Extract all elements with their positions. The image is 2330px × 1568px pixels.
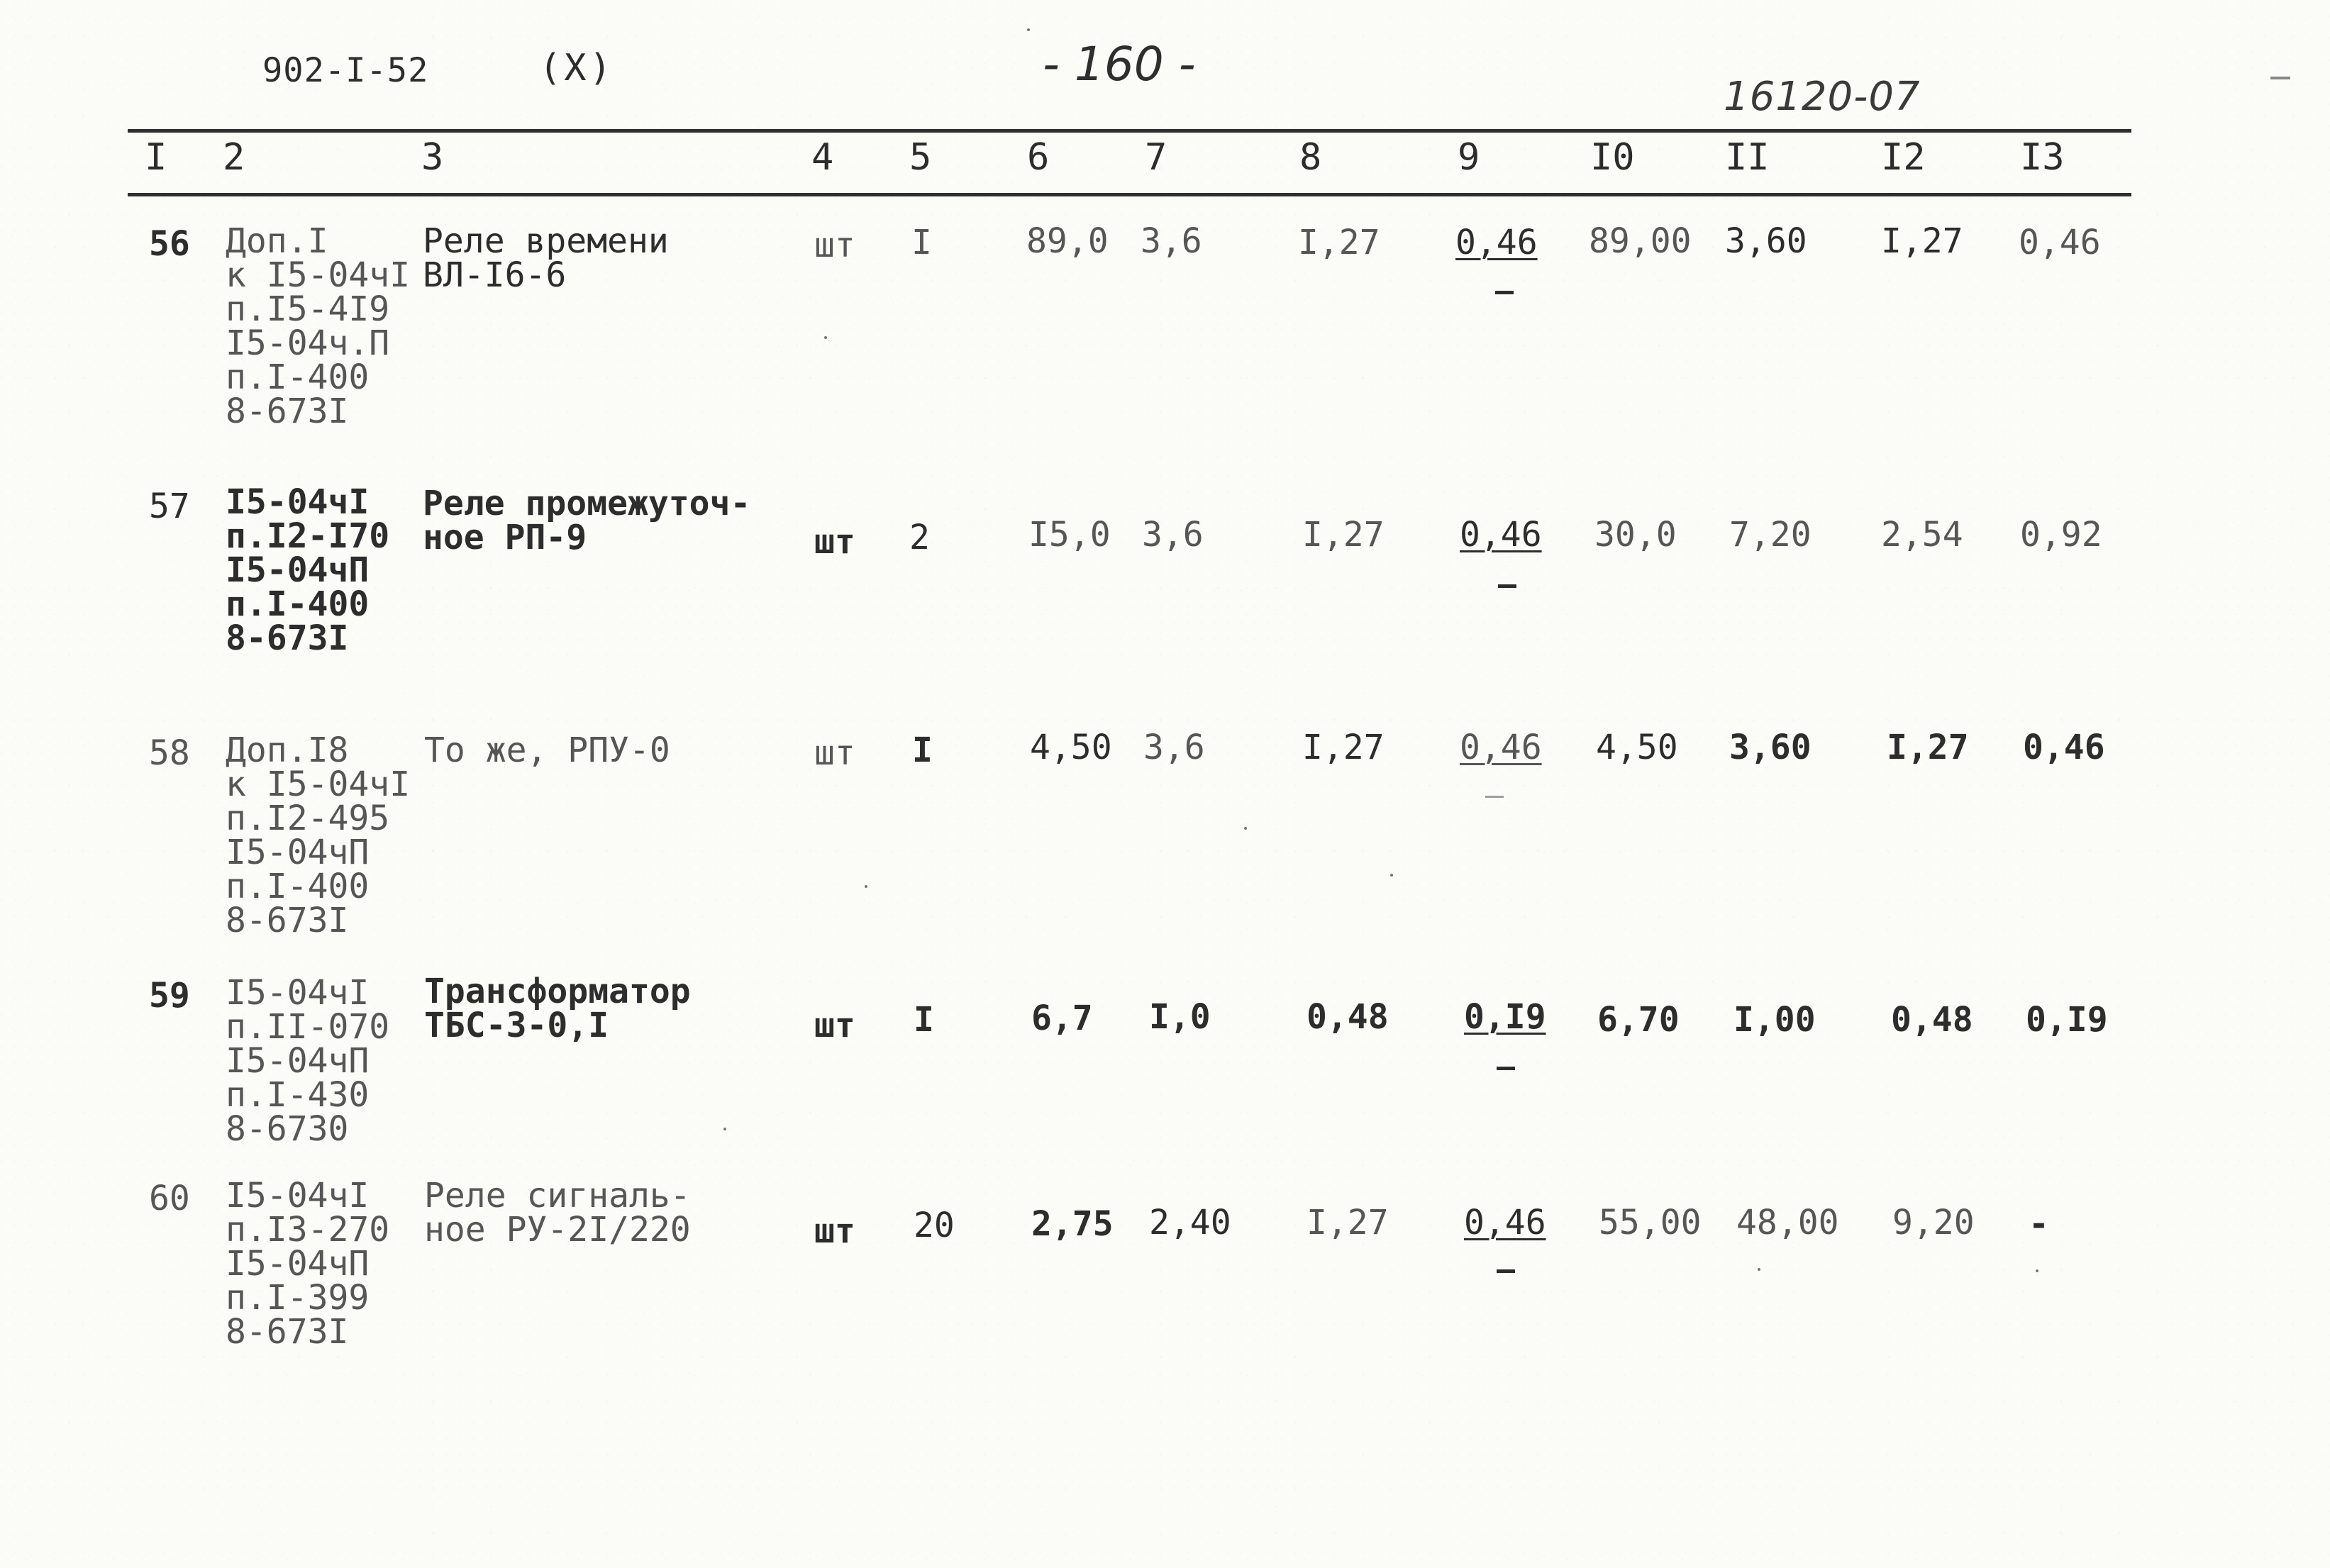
col13-cell: 0,46	[2019, 223, 2101, 262]
col8-cell: I,27	[1302, 728, 1385, 767]
col13-cell: 0,92	[2020, 515, 2102, 555]
table-header-rule	[128, 193, 2131, 196]
reference-cell: Доп.I к I5-04чI п.I5-4I9 I5-04ч.П п.I-400 8-673I	[226, 221, 411, 431]
col7-cell: 3,6	[1141, 221, 1202, 261]
col6-cell: 6,7	[1031, 999, 1093, 1038]
header-col-8: 8	[1299, 136, 1322, 179]
unit-cell: шт	[814, 226, 855, 265]
row-number: 58	[149, 733, 190, 773]
header-col-6: 6	[1027, 136, 1050, 179]
fraction-dash	[1495, 291, 1514, 294]
col12-cell: 2,54	[1881, 515, 1963, 555]
col12-cell: I,27	[1881, 221, 1963, 261]
item-name-cell: Трансформатор ТБС-3-0,I	[424, 972, 691, 1045]
fraction-dash	[1498, 584, 1516, 588]
fraction-dash	[1485, 796, 1504, 798]
reference-cell: I5-04чI п.I2-I70 I5-04чП п.I-400 8-673I	[226, 482, 390, 658]
page-number: - 160 -	[1043, 37, 1196, 91]
item-name-cell: Реле сигналь- ное РУ-2I/220	[424, 1176, 691, 1250]
col13-cell: 0,46	[2023, 728, 2105, 767]
col9-cell: 0,46	[1460, 728, 1542, 767]
col13-cell: 0,I9	[2026, 1000, 2108, 1040]
col6-cell: I5,0	[1028, 515, 1111, 555]
col9-cell: 0,I9	[1464, 997, 1546, 1037]
col11-cell: 3,60	[1725, 221, 1807, 261]
quantity-cell: 20	[914, 1206, 955, 1245]
unit-cell: шт	[814, 1006, 855, 1045]
col7-cell: I,0	[1149, 997, 1211, 1037]
quantity-cell: 2	[909, 518, 930, 557]
col6-cell: 2,75	[1031, 1204, 1114, 1244]
reference-cell: I5-04чI п.I3-270 I5-04чП п.I-399 8-673I	[226, 1176, 390, 1352]
col8-cell: I,27	[1307, 1203, 1389, 1242]
col12-cell: 0,48	[1891, 1000, 1973, 1040]
header-col-4: 4	[811, 136, 834, 179]
item-name-cell: То же, РПУ-0	[424, 730, 670, 770]
header-col-11: II	[1725, 136, 1770, 179]
col6-cell: 89,0	[1026, 221, 1109, 261]
col10-cell: 55,00	[1599, 1203, 1702, 1242]
col11-cell: 3,60	[1729, 728, 1812, 767]
quantity-cell: I	[911, 223, 932, 262]
fraction-dash	[1497, 1269, 1515, 1273]
col11-cell: I,00	[1733, 1000, 1816, 1040]
quantity-cell: I	[912, 730, 933, 770]
col10-cell: 89,00	[1589, 221, 1692, 261]
col8-cell: I,27	[1298, 223, 1380, 262]
item-name-cell: Реле времени ВЛ-I6-6	[423, 221, 669, 295]
col8-cell: I,27	[1302, 515, 1385, 555]
header-col-12: I2	[1881, 136, 1926, 179]
table-top-rule	[128, 129, 2131, 133]
header-col-13: I3	[2020, 136, 2065, 179]
col12-cell: 9,20	[1892, 1203, 1975, 1242]
quantity-cell: I	[914, 1000, 934, 1040]
col12-cell: I,27	[1887, 728, 1969, 767]
margin-mark	[2270, 77, 2290, 79]
unit-cell: шт	[814, 522, 855, 562]
col10-cell: 6,70	[1597, 1000, 1680, 1040]
col10-cell: 30,0	[1594, 515, 1677, 555]
col10-cell: 4,50	[1596, 728, 1678, 767]
reference-cell: I5-04чI п.II-070 I5-04чП п.I-430 8-6730	[226, 973, 390, 1149]
col7-cell: 3,6	[1143, 728, 1205, 767]
header-col-5: 5	[909, 136, 932, 179]
row-number: 57	[149, 486, 190, 526]
unit-cell: шт	[814, 733, 855, 773]
item-name-cell: Реле промежуточ- ное РП-9	[423, 484, 751, 557]
reference-cell: Доп.I8 к I5-04чI п.I2-495 I5-04чП п.I-400 8-673I	[226, 730, 411, 940]
unit-cell: шт	[814, 1211, 855, 1251]
sheet-number: 16120-07	[1724, 74, 1921, 120]
col9-cell: 0,46	[1460, 515, 1542, 555]
header-col-1: I	[145, 136, 167, 179]
header-col-2: 2	[223, 136, 245, 179]
col13-cell: -	[2029, 1204, 2049, 1244]
row-number: 56	[149, 224, 190, 264]
col11-cell: 7,20	[1729, 515, 1812, 555]
col8-cell: 0,48	[1307, 997, 1389, 1037]
document-mark: (X)	[539, 47, 614, 89]
header-col-10: I0	[1590, 136, 1635, 179]
col6-cell: 4,50	[1030, 728, 1112, 767]
col7-cell: 2,40	[1149, 1203, 1231, 1242]
header-col-9: 9	[1458, 136, 1480, 179]
col7-cell: 3,6	[1142, 515, 1204, 555]
row-number: 59	[149, 976, 190, 1016]
col9-cell: 0,46	[1464, 1203, 1546, 1242]
col11-cell: 48,00	[1736, 1203, 1839, 1242]
fraction-dash	[1497, 1067, 1515, 1070]
document-code: 902-I-52	[262, 51, 429, 90]
header-col-3: 3	[421, 136, 444, 179]
row-number: 60	[149, 1179, 190, 1218]
col9-cell: 0,46	[1455, 223, 1538, 262]
header-col-7: 7	[1145, 136, 1167, 179]
